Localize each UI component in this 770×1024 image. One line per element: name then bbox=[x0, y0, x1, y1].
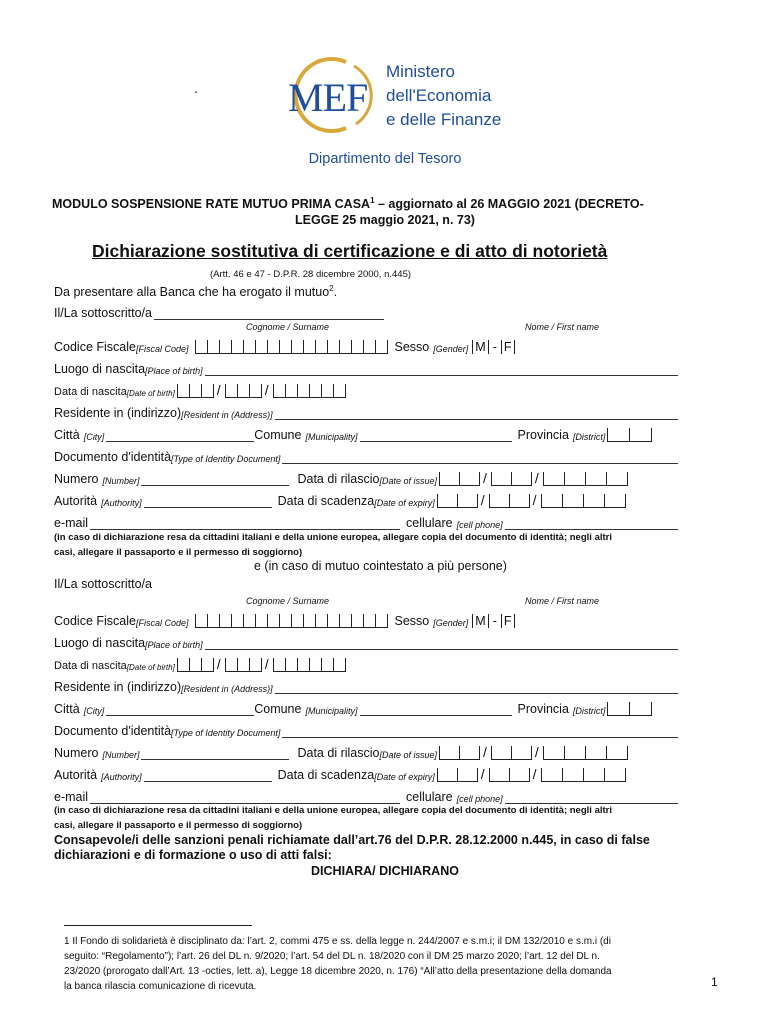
person1-city-row bbox=[54, 424, 678, 442]
birthplace-label-en: [Place of birth] bbox=[145, 366, 203, 376]
birthdate-label: Data di nascita bbox=[54, 386, 127, 398]
form-title-part2: – aggiornato al 26 MAGGIO 2021 (DECRETO- bbox=[374, 197, 644, 212]
form-title-part1: MODULO SOSPENSIONE RATE MUTUO PRIMA CASA bbox=[52, 197, 371, 212]
stray-dot: . bbox=[194, 80, 198, 96]
p2-id-doc-input[interactable] bbox=[282, 725, 678, 738]
p2-expiry-date-label-en: [Date of expiry] bbox=[374, 772, 435, 782]
p2-residence-input[interactable] bbox=[275, 681, 678, 694]
p2-sex-label: Sesso bbox=[394, 614, 430, 628]
p2-birthdate-day[interactable] bbox=[177, 658, 213, 672]
person2-birthdate-row: Data di nascita [Date of birth] / / bbox=[54, 654, 678, 672]
birthdate-label-en: [Date of birth] bbox=[126, 389, 175, 398]
ministry-line-1: Ministero bbox=[386, 62, 455, 81]
p2-id-doc-label: Documento d'identità bbox=[54, 724, 172, 738]
person2-note bbox=[54, 803, 612, 833]
p2-issue-date-label-en: [Date of issue] bbox=[379, 750, 437, 760]
city-input[interactable] bbox=[106, 429, 254, 442]
birthdate-year-boxes[interactable] bbox=[273, 384, 345, 398]
p2-expiry-date-label: Data di scadenza bbox=[277, 768, 375, 782]
authority-label-en: [Authority] bbox=[101, 498, 142, 508]
residence-input[interactable] bbox=[275, 407, 678, 420]
person1-iddoc-row bbox=[54, 446, 678, 464]
p2-municipality-input[interactable] bbox=[360, 703, 512, 716]
p2-issue-date-month[interactable] bbox=[491, 746, 531, 760]
p2-expiry-date-year[interactable] bbox=[541, 768, 625, 782]
province-boxes[interactable] bbox=[607, 428, 651, 442]
fiscal-code-boxes[interactable] bbox=[195, 340, 387, 354]
person2-email-row bbox=[54, 786, 678, 804]
p2-sex-dash: - bbox=[492, 614, 497, 628]
p2-birthplace-input[interactable] bbox=[205, 637, 678, 650]
expiry-date-label-en: [Date of expiry] bbox=[374, 498, 435, 508]
firstname-caption: Nome / First name bbox=[525, 322, 600, 332]
p2-authority-label: Autorità bbox=[54, 768, 98, 782]
footnote-ref-2[interactable]: 2 bbox=[329, 284, 334, 293]
p2-residence-label: Residente in (indirizzo) bbox=[54, 680, 182, 694]
form-title bbox=[52, 196, 644, 211]
footnote-line3: 23/2020 (prorogato dall’Art. 13 -octies, lett. a), Legge 18 dicembre 2020, n. 176) “All’atto della presentazione della domanda bbox=[64, 966, 612, 977]
province-label: Provincia bbox=[517, 428, 569, 442]
p2-authority-label-en: [Authority] bbox=[101, 772, 142, 782]
p2-municipality-label-en: [Municipality] bbox=[305, 706, 358, 716]
sex-f-box[interactable]: F bbox=[501, 340, 515, 354]
person2-undersigned-label: Il/La sottoscritto/a bbox=[54, 577, 152, 591]
page-number: 1 bbox=[711, 975, 718, 989]
ministry-line-2: dell'Economia bbox=[386, 86, 492, 105]
p2-phone-label-en: [cell phone] bbox=[456, 794, 503, 804]
mef-logo-text: MEF bbox=[288, 75, 368, 120]
email-label: e-mail bbox=[54, 516, 89, 530]
p2-fiscal-code-boxes[interactable] bbox=[195, 614, 387, 628]
number-label: Numero bbox=[54, 472, 99, 486]
person2-note-line1: (in caso di dichiarazione resa da cittadini italiani e della unione europea, allegare copia del documento di identità; negli altri bbox=[54, 805, 612, 816]
p2-sex-label-en: [Gender] bbox=[433, 618, 469, 628]
consapevole-text bbox=[54, 833, 650, 863]
person1-residence-row bbox=[54, 402, 678, 420]
p2-issue-date-label: Data di rilascio bbox=[297, 746, 380, 760]
authority-input[interactable] bbox=[144, 495, 272, 508]
person1-birthdate-row: Data di nascita [Date of birth] / / bbox=[54, 380, 678, 398]
municipality-label: Comune bbox=[254, 428, 302, 442]
p2-birthdate-year[interactable] bbox=[273, 658, 345, 672]
form-title-line2: LEGGE 25 maggio 2021, n. 73) bbox=[295, 213, 475, 227]
birthplace-label: Luogo di nascita bbox=[54, 362, 146, 376]
main-heading: Dichiarazione sostitutiva di certificazione e di atto di notorietà bbox=[92, 241, 608, 261]
number-label-en: [Number] bbox=[102, 476, 140, 486]
p2-sex-f-box[interactable]: F bbox=[501, 614, 515, 628]
expiry-date-year[interactable] bbox=[541, 494, 625, 508]
p2-number-label-en: [Number] bbox=[102, 750, 140, 760]
ministry-line-3: e delle Finanze bbox=[386, 110, 502, 129]
fiscal-code-label: Codice Fiscale bbox=[54, 340, 136, 354]
person2-fiscal-row bbox=[54, 610, 678, 628]
sex-m-box[interactable]: M bbox=[472, 340, 488, 354]
p2-id-doc-label-en: [Type of Identity Document] bbox=[171, 728, 281, 738]
person2-surname-caption: Cognome / Surname bbox=[246, 596, 330, 606]
number-input[interactable] bbox=[141, 473, 289, 486]
p2-birthdate-label: Data di nascita bbox=[54, 660, 127, 672]
person2-iddoc-row bbox=[54, 720, 678, 738]
p2-phone-label: cellulare bbox=[406, 790, 453, 804]
p2-expiry-date-day[interactable] bbox=[437, 768, 477, 782]
footnote-number: 1 bbox=[64, 936, 70, 947]
id-doc-input[interactable] bbox=[282, 451, 678, 464]
person1-note-line2: casi, allegare il passaporto e il permesso di soggiorno) bbox=[54, 547, 303, 558]
expiry-date-label: Data di scadenza bbox=[277, 494, 375, 508]
expiry-date-month[interactable] bbox=[489, 494, 529, 508]
p2-number-input[interactable] bbox=[141, 747, 289, 760]
person2-number-row: Numero [Number] Data di rilascio [Date of issue] / / bbox=[54, 742, 678, 760]
footnote-line1: Il Fondo di solidarietà è disciplinato da: l’art. 2, commi 475 e ss. della legge n. 244/2007 e s.m.i; il DM 132/2010 e s.m.i (di bbox=[72, 936, 611, 947]
birthplace-input[interactable] bbox=[205, 363, 678, 376]
phone-label-en: [cell phone] bbox=[456, 520, 503, 530]
p2-issue-date-year[interactable] bbox=[543, 746, 627, 760]
id-doc-label: Documento d'identità bbox=[54, 450, 172, 464]
sex-label-en: [Gender] bbox=[433, 344, 469, 354]
consapevole-line2: dichiarazioni e di formazione o uso di atti falsi: bbox=[54, 848, 332, 862]
person1-email-row bbox=[54, 512, 678, 530]
p2-fiscal-code-label: Codice Fiscale bbox=[54, 614, 136, 628]
expiry-date-day[interactable] bbox=[437, 494, 477, 508]
person1-birthplace-row bbox=[54, 358, 678, 376]
person1-note bbox=[54, 530, 612, 560]
p2-issue-date-day[interactable] bbox=[439, 746, 479, 760]
p2-birthdate-month[interactable] bbox=[225, 658, 261, 672]
person1-fiscal-row bbox=[54, 336, 678, 354]
footnote-line2: seguito: “Regolamento”); l’art. 26 del DL n. 9/2020; l’art. 54 del DL n. 18/2020 con il DM 25 marzo 2020; l’art. 12 del DL n. bbox=[64, 951, 600, 962]
residence-label-en: [Resident in (Address)] bbox=[181, 410, 273, 420]
intro-text-main: Da presentare alla Banca che ha erogato il mutuo bbox=[54, 285, 330, 300]
intro-text bbox=[54, 284, 337, 299]
person2-birthplace-row bbox=[54, 632, 678, 650]
person1-authority-row: Autorità [Authority] Data di scadenza [Date of expiry] / / bbox=[54, 490, 678, 508]
department: Dipartimento del Tesoro bbox=[308, 151, 462, 167]
p2-birthplace-label-en: [Place of birth] bbox=[145, 640, 203, 650]
footnote-ref-1[interactable]: 1 bbox=[370, 196, 375, 205]
p2-birthplace-label: Luogo di nascita bbox=[54, 636, 146, 650]
p2-city-input[interactable] bbox=[106, 703, 254, 716]
person1-number-row: Numero [Number] Data di rilascio [Date of issue] / / bbox=[54, 468, 678, 486]
dichiara-heading: DICHIARA/ DICHIARANO bbox=[311, 864, 459, 878]
joint-note: e (in caso di mutuo cointestato a più persone) bbox=[254, 559, 507, 573]
mef-logo bbox=[284, 56, 384, 134]
p2-city-label: Città bbox=[54, 702, 80, 716]
undersigned-input[interactable] bbox=[154, 307, 384, 320]
issue-date-day[interactable] bbox=[439, 472, 479, 486]
province-label-en: [District] bbox=[572, 432, 606, 442]
city-label: Città bbox=[54, 428, 80, 442]
intro-end: . bbox=[333, 285, 338, 300]
ministry-name bbox=[386, 60, 501, 132]
surname-caption: Cognome / Surname bbox=[246, 322, 330, 332]
p2-municipality-label: Comune bbox=[254, 702, 302, 716]
person2-note-line2: casi, allegare il passaporto e il permesso di soggiorno) bbox=[54, 820, 303, 831]
p2-email-label: e-mail bbox=[54, 790, 89, 804]
birthdate-boxes[interactable] bbox=[177, 384, 213, 398]
footnote bbox=[64, 934, 612, 994]
birthdate-month-boxes[interactable] bbox=[225, 384, 261, 398]
issue-date-year[interactable] bbox=[543, 472, 627, 486]
p2-fiscal-code-label-en: [Fiscal Code] bbox=[135, 618, 189, 628]
p2-province-label: Provincia bbox=[517, 702, 569, 716]
footnote-line4: la banca rilascia comunicazione di ricevuta. bbox=[64, 981, 257, 992]
city-label-en: [City] bbox=[83, 432, 105, 442]
p2-sex-m-box[interactable]: M bbox=[472, 614, 488, 628]
undersigned-label: Il/La sottoscritto/a bbox=[54, 306, 152, 320]
subheading: (Artt. 46 e 47 - D.P.R. 28 dicembre 2000, n.445) bbox=[210, 269, 412, 280]
issue-date-month[interactable] bbox=[491, 472, 531, 486]
authority-label: Autorità bbox=[54, 494, 98, 508]
person2-authority-row: Autorità [Authority] Data di scadenza [Date of expiry] / / bbox=[54, 764, 678, 782]
p2-expiry-date-month[interactable] bbox=[489, 768, 529, 782]
id-doc-label-en: [Type of Identity Document] bbox=[171, 454, 281, 464]
person2-residence-row bbox=[54, 676, 678, 694]
person1-undersigned-row bbox=[54, 302, 678, 320]
sex-dash: - bbox=[492, 340, 497, 354]
p2-city-label-en: [City] bbox=[83, 706, 105, 716]
footnote-divider bbox=[64, 925, 252, 926]
person1-note-line1: (in caso di dichiarazione resa da cittadini italiani e della unione europea, allegare copia del documento di identità; negli altri bbox=[54, 532, 612, 543]
municipality-input[interactable] bbox=[360, 429, 512, 442]
issue-date-label: Data di rilascio bbox=[297, 472, 380, 486]
phone-input[interactable] bbox=[505, 517, 678, 530]
p2-number-label: Numero bbox=[54, 746, 99, 760]
p2-birthdate-label-en: [Date of birth] bbox=[126, 663, 175, 672]
municipality-label-en: [Municipality] bbox=[305, 432, 358, 442]
person2-city-row bbox=[54, 698, 678, 716]
residence-label: Residente in (indirizzo) bbox=[54, 406, 182, 420]
email-input[interactable] bbox=[90, 517, 400, 530]
issue-date-label-en: [Date of issue] bbox=[379, 476, 437, 486]
fiscal-code-label-en: [Fiscal Code] bbox=[135, 344, 189, 354]
consapevole-line1: Consapevole/i delle sanzioni penali richiamate dall’art.76 del D.P.R. 28.12.2000 n.445, in caso di false bbox=[54, 833, 650, 847]
p2-residence-label-en: [Resident in (Address)] bbox=[181, 684, 273, 694]
sex-label: Sesso bbox=[394, 340, 430, 354]
p2-authority-input[interactable] bbox=[144, 769, 272, 782]
p2-province-label-en: [District] bbox=[572, 706, 606, 716]
person2-firstname-caption: Nome / First name bbox=[525, 596, 600, 606]
phone-label: cellulare bbox=[406, 516, 453, 530]
p2-province-boxes[interactable] bbox=[607, 702, 651, 716]
